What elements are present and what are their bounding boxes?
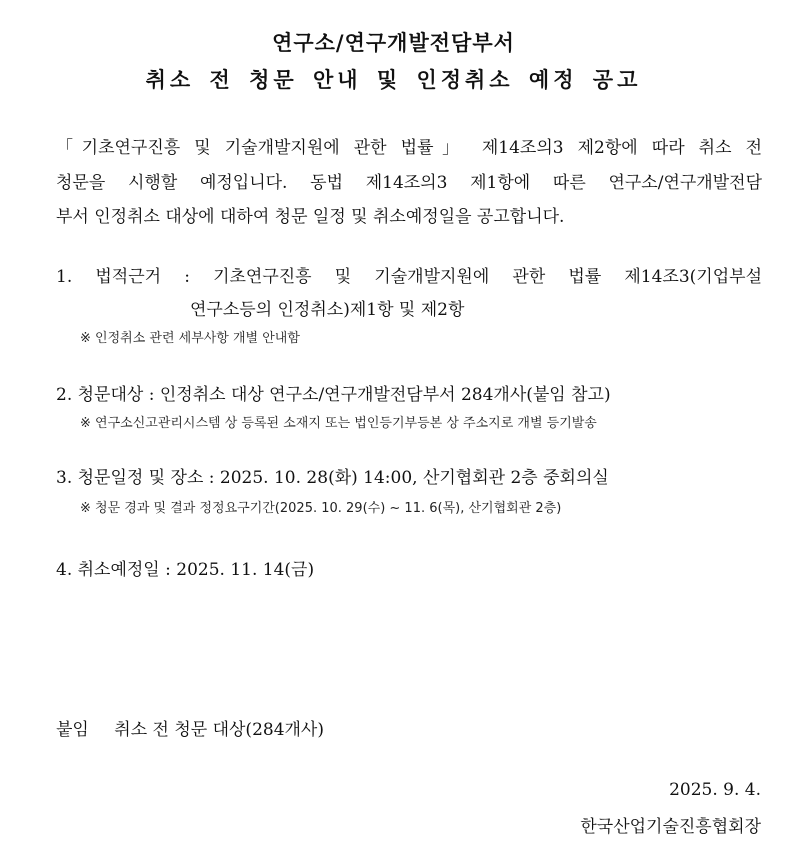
legal-basis-line-1: 1. 법적근거 : 기초연구진흥 및 기술개발지원에 관한 법률 제14조3(기업부설 (56, 267, 762, 287)
signer: 한국산업기술진흥협회장 (580, 817, 761, 837)
legal-basis-line-2: 연구소등의 인정취소)제1항 및 제2항 (190, 300, 465, 320)
hearing-schedule-note: ※ 청문 경과 및 결과 정정요구기간(2025. 10. 29(수) ~ 11. 6(목), 산기협회관 2층) (80, 501, 562, 516)
attachment-text: 취소 전 청문 대상(284개사) (114, 720, 324, 740)
document-subtitle: 취소 전 청문 안내 및 인정취소 예정 공고 (145, 67, 642, 92)
document-date: 2025. 9. 4. (669, 780, 761, 800)
cancel-date: 4. 취소예정일 : 2025. 11. 14(금) (56, 560, 315, 580)
intro-line-1: 「기초연구진흥 및 기술개발지원에 관한 법률」 제14조의3 제2항에 따라 취소 전 (56, 138, 762, 158)
document-title: 연구소/연구개발전담부서 (272, 30, 515, 55)
hearing-target-note: ※ 연구소신고관리시스템 상 등록된 소재지 또는 법인등기부등본 상 주소지로 개별 등기발송 (80, 416, 597, 431)
hearing-schedule: 3. 청문일정 및 장소 : 2025. 10. 28(화) 14:00, 산기협회관 2층 중회의실 (56, 468, 609, 488)
hearing-target: 2. 청문대상 : 인정취소 대상 연구소/연구개발전담부서 284개사(붙임 참고) (56, 385, 611, 405)
attachment (56, 715, 324, 740)
intro-line-2: 청문을 시행할 예정입니다. 동법 제14조의3 제1항에 따른 연구소/연구개발전담 (56, 173, 762, 193)
legal-basis-note: ※ 인정취소 관련 세부사항 개별 안내함 (80, 331, 300, 346)
intro-line-3: 부서 인정취소 대상에 대하여 청문 일정 및 취소예정일을 공고합니다. (56, 207, 565, 227)
attachment-label: 붙임 (56, 720, 89, 740)
